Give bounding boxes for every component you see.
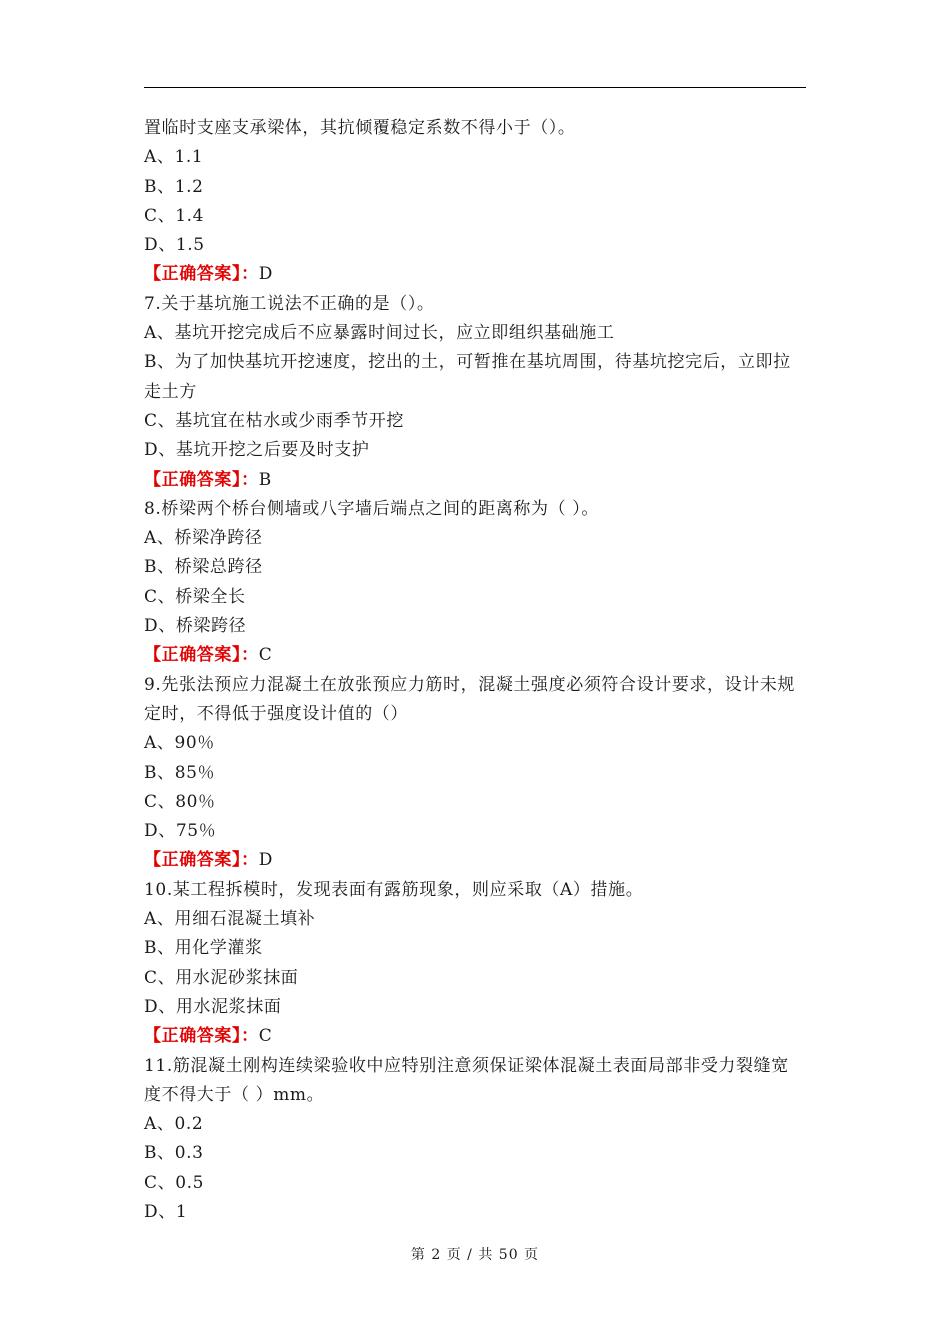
page-footer: 第 2 页 / 共 50 页 — [410, 1247, 540, 1263]
option-c: C、0.5 — [144, 1172, 205, 1193]
page-content — [144, 114, 806, 1227]
option-c: C、桥梁全长 — [144, 586, 246, 607]
option-b: B、用化学灌浆 — [144, 938, 263, 959]
option-d: D、1.5 — [144, 235, 205, 256]
question-stem: 10.某工程拆模时，发现表面有露筋现象，则应采取（A）措施。 — [144, 879, 644, 900]
answer-value: B — [258, 469, 272, 490]
option-c: C、用水泥砂浆抹面 — [144, 967, 299, 988]
answer-line — [144, 846, 806, 875]
answer-value: D — [258, 264, 273, 285]
option-a: A、基坑开挖完成后不应暴露时间过长，应立即组织基础施工 — [144, 323, 615, 344]
option-b: B、0.3 — [144, 1143, 204, 1164]
option-b: B、桥梁总跨径 — [144, 557, 263, 578]
option-b: B、85％ — [144, 762, 216, 783]
answer-value: D — [258, 850, 273, 871]
question-stem: 7.关于基坑施工说法不正确的是（）。 — [144, 293, 435, 314]
answer-line — [144, 641, 806, 670]
option-a: A、90％ — [144, 733, 215, 754]
option-b: B、1.2 — [144, 176, 204, 197]
option-c: C、80％ — [144, 791, 216, 812]
question-stem: 11.筋混凝土刚构连续梁验收中应特别注意须保证梁体混凝土表面局部非受力裂缝宽度不得大于（ ）mm。 — [144, 1055, 789, 1105]
option-d: D、基坑开挖之后要及时支护 — [144, 440, 370, 461]
answer-value: C — [258, 1026, 273, 1047]
answer-label: 【正确答案】： — [144, 264, 259, 285]
option-a: A、1.1 — [144, 147, 204, 168]
header-rule — [144, 87, 806, 88]
option-d: D、75％ — [144, 821, 217, 842]
answer-label: 【正确答案】： — [144, 469, 259, 490]
question-stem: 9.先张法预应力混凝土在放张预应力筋时，混凝土强度必须符合设计要求，设计未规定时，不得低于强度设计值的（） — [144, 674, 796, 724]
answer-line — [144, 466, 806, 495]
option-c: C、1.4 — [144, 205, 205, 226]
option-a: A、桥梁净跨径 — [144, 528, 263, 549]
answer-line — [144, 1022, 806, 1051]
option-a: A、0.2 — [144, 1114, 204, 1135]
option-d: D、1 — [144, 1201, 188, 1222]
answer-value: C — [258, 645, 273, 666]
option-a: A、用细石混凝土填补 — [144, 909, 316, 930]
answer-label: 【正确答案】： — [144, 1026, 259, 1047]
option-d: D、用水泥浆抹面 — [144, 996, 282, 1017]
question-stem: 8.桥梁两个桥台侧墙或八字墙后端点之间的距离称为（ ）。 — [144, 498, 599, 519]
answer-label: 【正确答案】： — [144, 850, 259, 871]
answer-label: 【正确答案】： — [144, 645, 259, 666]
option-b: B、为了加快基坑开挖速度，挖出的土，可暂推在基坑周围，待基坑挖完后，立即拉走土方 — [144, 352, 791, 402]
option-d: D、桥梁跨径 — [144, 616, 247, 637]
answer-line — [144, 260, 806, 289]
question-stem: 置临时支座支承梁体，其抗倾覆稳定系数不得小于（）。 — [144, 118, 576, 138]
option-c: C、基坑宜在枯水或少雨季节开挖 — [144, 410, 405, 431]
